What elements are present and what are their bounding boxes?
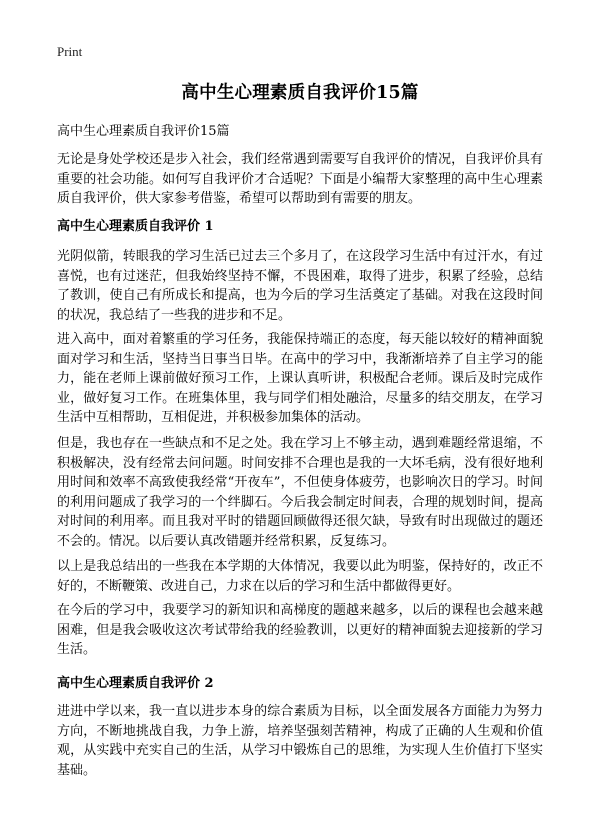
print-link[interactable]: Print: [57, 44, 83, 59]
section-1-paragraph-3: 但是，我也存在一些缺点和不足之处。我在学习上不够主动，遇到难题经常退缩，不积极解决，没有经常去问问题。时间安排不合理也是我的一大坏毛病，没有很好地利用时间和效率不高致使我经常“开夜车”，不但使身体疲劳，也影响次日的学习。时间的利用问题成了我学习的一个绊脚石。今后我会制定时间表，合理的规划时间，提高对时间的利用率。而且我对平时的错题回顾做得还很欠缺，导致有时出现做过的题还不会的。情况。以后要认真改错题并经常积累，反复练习。: [57, 436, 543, 549]
section-1-paragraph-5: 在今后的学习中，我要学习的新知识和高梯度的题越来越多，以后的课程也会越来越困难，但是我会吸收这次考试带给我的经验教训，以更好的精神面貌去迎接新的学习生活。: [57, 603, 543, 657]
intro-paragraph: 无论是身处学校还是步入社会，我们经常遇到需要写自我评价的情况，自我评价具有重要的社会功能。如何写自我评价才合适呢？下面是小编帮大家整理的高中生心理素质自我评价，供大家参考借鉴，希望可以帮助到有需要的朋友。: [57, 152, 543, 206]
page-title: 高中生心理素质自我评价15篇: [181, 83, 419, 103]
section-1-heading: 高中生心理素质自我评价 1: [57, 219, 214, 234]
section-2-heading: 高中生心理素质自我评价 2: [57, 676, 214, 691]
section-2-paragraph-1: 进进中学以来，我一直以进步本身的综合素质为目标，以全面发展各方面能力为努力方向，不断地挑战自我，力争上游，培养坚强刻苦精神，构成了正确的人生观和价值观，从实践中充实自己的生活，从学习中锻炼自己的思维，为实现人生价值打下坚实基础。: [57, 704, 543, 778]
section-1-paragraph-1: 光阴似箭，转眼我的学习生活已过去三个多月了，在这段学习生活中有过汗水，有过喜悦，也有过迷茫，但我始终坚持不懈，不畏困难，取得了进步，积累了经验，总结了教训，使自己有所成长和提高，也为今后的学习生活奠定了基础。对我在这段时间的状况，我总结了一些我的进步和不足。: [57, 249, 543, 323]
section-1-paragraph-4: 以上是我总结出的一些我在本学期的大体情况，我要以此为明鉴，保持好的，改正不好的，不断鞭策、改进自己，力求在以后的学习和生活中都做得更好。: [57, 559, 543, 594]
section-1-paragraph-2: 进入高中，面对着繁重的学习任务，我能保持端正的态度，每天能以较好的精神面貌面对学习和生活，坚持当日事当日毕。在高中的学习中，我渐渐培养了自主学习的能力，能在老师上课前做好预习工作，上课认真听讲，积极配合老师。课后及时完成作业，做好复习工作。在班集体里，我与同学们相处融洽，尽量多的结交朋友，在学习生活中互相帮助，互相促进，并积极参加集体的活动。: [57, 332, 543, 425]
page-subtitle: 高中生心理素质自我评价15篇: [57, 124, 230, 139]
